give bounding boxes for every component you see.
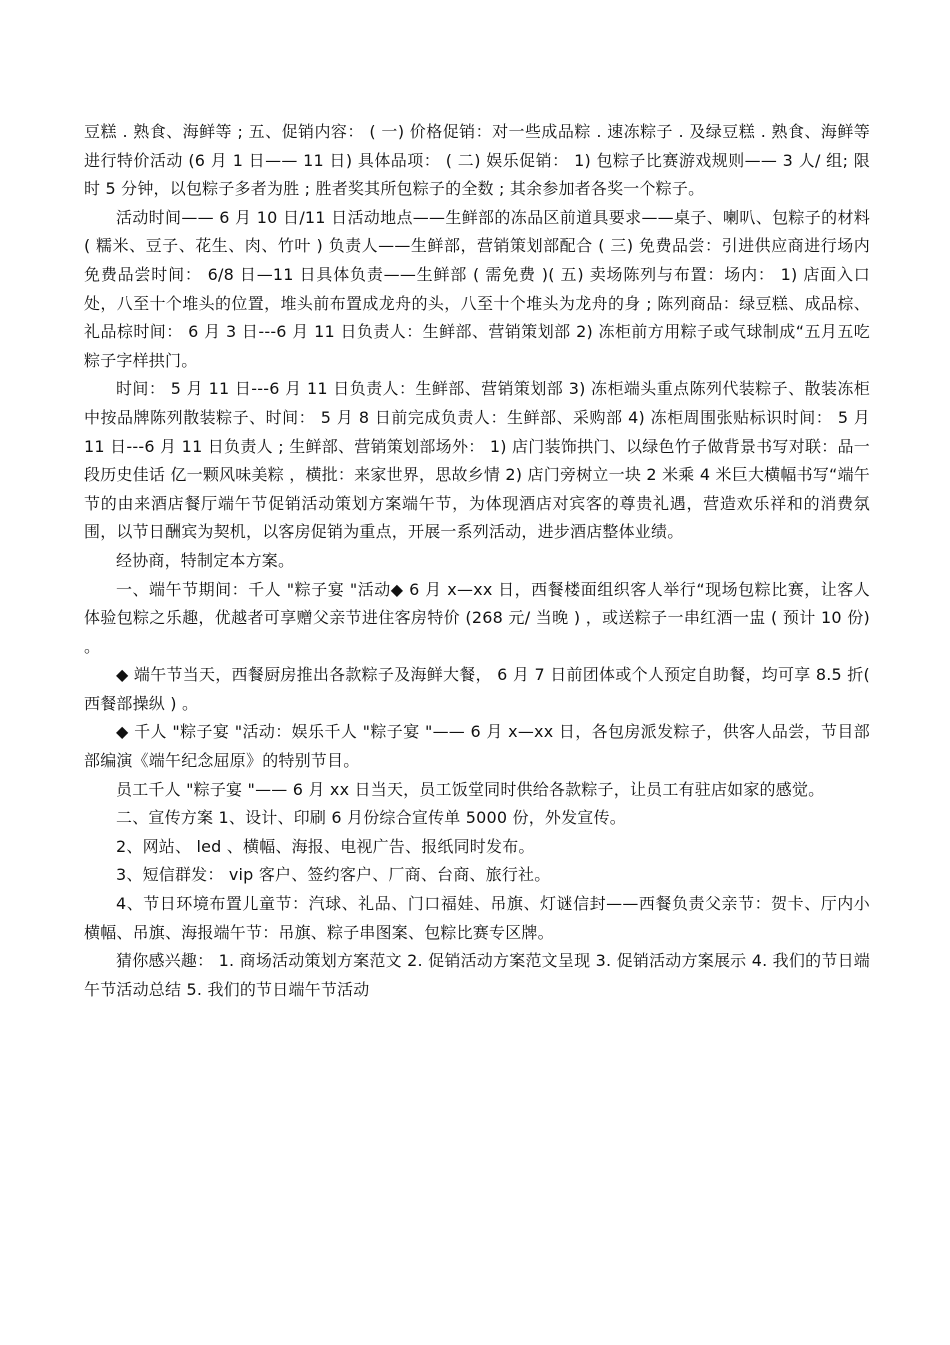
paragraph-publicity-plan: 二、宣传方案 1、设计、印刷 6 月份综合宣传单 5000 份，外发宣传。 (116, 808, 626, 828)
paragraph-sms-broadcast: 3、短信群发： vip 客户、签约客户、厂商、台商、旅行社。 (116, 865, 551, 885)
paragraph-staff-banquet: 员工千人 "粽子宴 "—— 6 月 xx 日当天，员工饭堂同时供给各款粽子，让员工有驻店如家的感觉。 (116, 779, 825, 799)
paragraph-section-one: 一、端午节期间：千人 "粽子宴 "活动◆ 6 月 x—xx 日，西餐楼面组织客人举行“现场包粽比赛，让客人体验包粽之乐趣，优越者可享赠父亲节进住客房特价 (268 元/ 当晚 ) ，或送粽子一串红酒一盅 ( 预计 10 份) 。 (84, 579, 870, 656)
paragraph-activity-time: 活动时间—— 6 月 10 日/11 日活动地点——生鲜部的冻品区前道具要求——桌子、喇叭、包粽子的材料 ( 糯米、豆子、花生、肉、竹叶 ) 负责人——生鲜部，营销策划部配合 ( 三) 免费品尝：引进供应商进行场内免费品尝时间： 6/8 日—11 日具体负责——生鲜部 ( 需免费 )( 五) 卖场陈列与布置：场内： 1) 店面入口处，八至十个堆头的位置，堆头前布置成龙舟的头，八至十个堆头为龙舟的身 ; 陈列商品：绿豆糕、成品棕、礼品棕时间： 6 月 3 日---6 月 11 日负责人：生鲜部、营销策划部 2) 冻柜前方用粽子或气球制成“五月五吃粽子字样拱门。 (84, 207, 870, 370)
paragraph-festival-day-buffet: ◆ 端午节当天，西餐厨房推出各款粽子及海鲜大餐， 6 月 7 日前团体或个人预定自助餐，均可享 8.5 折( 西餐部操纵 ) 。 (84, 665, 870, 713)
paragraph-consultation: 经协商，特制定本方案。 (116, 550, 295, 570)
document-body (84, 118, 870, 1004)
paragraph-promotion-content: 豆糕 . 熟食、海鲜等 ; 五、促销内容： ( 一) 价格促销：对一些成品粽 . 速冻粽子 . 及绿豆糕 . 熟食、海鲜等进行特价活动 (6 月 1 日—— 11 日) 具体品项： ( 二) 娱乐促销： 1) 包粽子比赛游戏规则—— 3 人/ 组; 限时 5 分钟，以包粽子多者为胜 ; 胜者奖其所包粽子的全数 ; 其余参加者各奖一个粽子。 (84, 122, 870, 199)
paragraph-media-release: 2、网站、 led 、横幅、海报、电视广告、报纸同时发布。 (116, 836, 535, 856)
paragraph-display-schedule: 时间： 5 月 11 日---6 月 11 日负责人：生鲜部、营销策划部 3) 冻柜端头重点陈列代装粽子、散装冻柜中按品牌陈列散装粽子、时间： 5 月 8 日前完成负责人：生鲜部、采购部 4) 冻柜周围张贴标识时间： 5 月 11 日---6 月 11 日负责人 ; 生鲜部、营销策划部场外： 1) 店门装饰拱门、以绿色竹子做背景书写对联：品一段历史佳话 亿一颗风味美粽 ，横批：来家世界，思故乡情 2) 店门旁树立一块 2 米乘 4 米巨大横幅书写“端午节的由来酒店餐厅端午节促销活动策划方案端午节，为体现酒店对宾客的尊贵礼遇，营造欢乐祥和的消费氛围，以节日酬宾为契机，以客房促销为重点，开展一系列活动，进步酒店整体业绩。 (84, 379, 870, 542)
paragraph-zongzi-banquet: ◆ 千人 "粽子宴 "活动：娱乐千人 "粽子宴 "—— 6 月 x—xx 日，各包房派发粽子，供客人品尝，节目部部编演《端午纪念屈原》的特别节目。 (84, 722, 870, 771)
paragraph-environment-decoration: 4、节日环境布置儿童节：汽球、礼品、门口福娃、吊旗、灯谜信封——西餐负责父亲节：贺卡、厅内小横幅、吊旗、海报端午节：吊旗、粽子串图案、包粽比赛专区牌。 (84, 894, 870, 942)
paragraph-related-links: 猜你感兴趣： 1. 商场活动策划方案范文 2. 促销活动方案范文呈现 3. 促销活动方案展示 4. 我们的节日端午节活动总结 5. 我们的节日端午节活动 (84, 951, 870, 999)
